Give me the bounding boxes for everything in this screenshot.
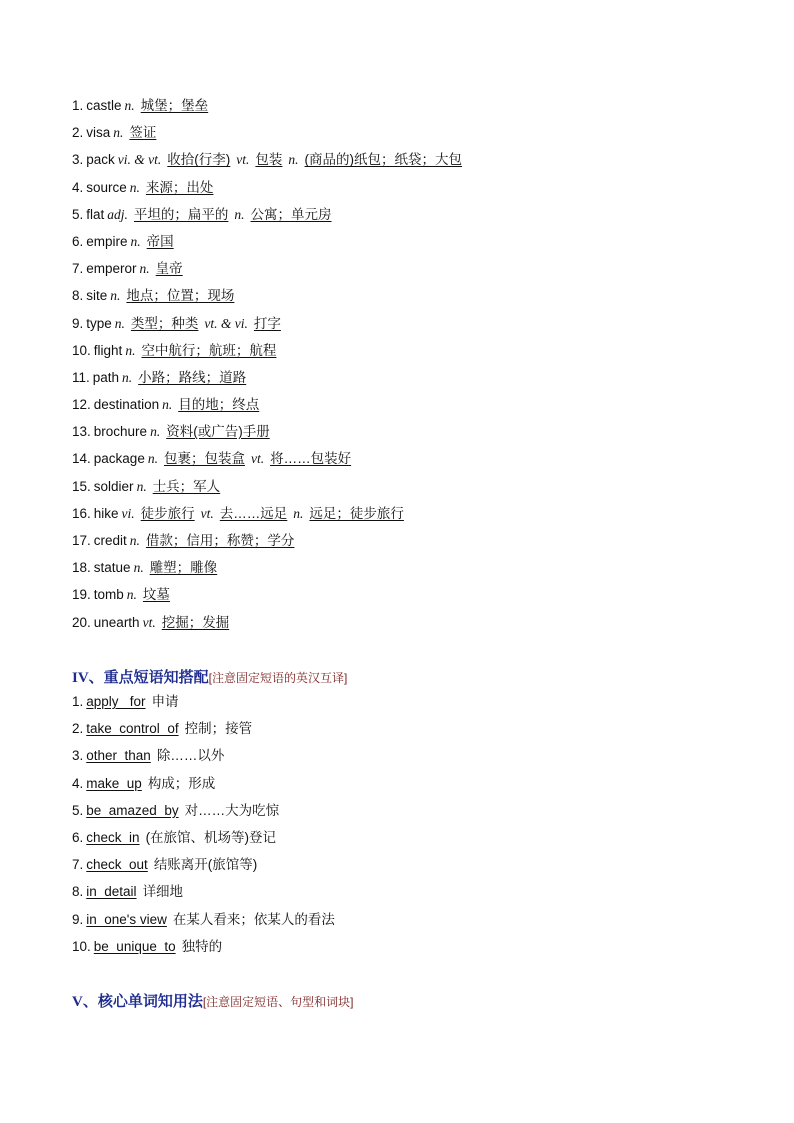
vocab-meaning: 士兵；军人 (152, 478, 221, 494)
item-number: 10. (72, 342, 91, 358)
vocab-meaning: 签证 (129, 125, 157, 141)
phrase-text: take_control_of (86, 721, 179, 737)
phrase-meaning: 独特的 (181, 938, 223, 954)
part-of-speech: n. (288, 152, 299, 168)
part-of-speech: n. (113, 125, 124, 141)
vocab-item (72, 391, 772, 418)
vocab-word: brochure (93, 424, 148, 440)
part-of-speech: vt. (236, 152, 250, 168)
item-number: 3. (72, 748, 84, 764)
section-heading-phrases (72, 666, 347, 687)
phrase-item (72, 797, 335, 824)
item-number: 2. (72, 125, 84, 141)
part-of-speech: vt. (250, 451, 265, 467)
item-number: 3. (72, 152, 84, 168)
item-number: 13. (72, 424, 91, 440)
part-of-speech: vt. (142, 614, 156, 630)
vocab-meaning: 包装 (255, 152, 283, 168)
part-of-speech: n. (130, 233, 141, 249)
vocab-item (72, 310, 772, 337)
part-of-speech: n. (162, 397, 173, 413)
vocab-item (72, 119, 772, 146)
vocab-word: visa (86, 125, 111, 141)
item-number: 1. (72, 98, 84, 113)
item-number: 5. (72, 802, 84, 818)
part-of-speech: n. (129, 179, 140, 195)
vocab-word: tomb (93, 587, 124, 603)
item-number: 4. (72, 775, 84, 791)
part-of-speech: n. (147, 451, 158, 467)
vocab-word: pack (86, 152, 115, 168)
part-of-speech: n. (133, 560, 144, 576)
vocab-meaning: 远足；徒步旅行 (309, 505, 404, 521)
part-of-speech: vt. (200, 505, 214, 521)
vocab-meaning: 包裹；包装盒 (163, 451, 245, 467)
vocab-meaning: 公寓；单元房 (250, 206, 332, 222)
phrase-meaning: (在旅馆、机场等)登记 (145, 829, 277, 845)
phrase-meaning: 除……以外 (156, 748, 225, 764)
vocab-item (72, 146, 772, 173)
vocab-word: empire (86, 233, 128, 249)
vocab-meaning: 打字 (253, 315, 281, 331)
section-title: IV、重点短语知搭配 (72, 670, 209, 686)
vocab-meaning: 皇帝 (155, 261, 183, 277)
vocab-item (72, 228, 772, 255)
part-of-speech: n. (122, 369, 133, 385)
part-of-speech: n. (234, 206, 245, 222)
vocab-item (72, 609, 772, 636)
phrase-text: be_amazed_by (86, 802, 179, 818)
vocab-meaning: 收拾(行李) (167, 152, 231, 168)
vocab-item (72, 92, 772, 119)
phrase-text: in_detail (86, 884, 137, 900)
item-number: 8. (72, 884, 84, 900)
item-number: 4. (72, 179, 84, 195)
item-number: 12. (72, 397, 91, 413)
part-of-speech: n. (110, 288, 121, 304)
vocab-word: package (93, 451, 145, 467)
vocab-item (72, 500, 772, 527)
item-number: 7. (72, 857, 84, 873)
item-number: 17. (72, 533, 91, 548)
vocab-meaning: 徒步旅行 (140, 505, 195, 521)
vocab-meaning: 目的地；终点 (178, 397, 260, 413)
vocab-meaning: 平坦的；扁平的 (133, 206, 229, 222)
item-number: 6. (72, 829, 84, 845)
part-of-speech: vi. (121, 505, 135, 521)
phrase-text: make_up (86, 775, 142, 791)
item-number: 18. (72, 560, 91, 576)
vocab-meaning: 去……远足 (219, 505, 288, 521)
phrase-item (72, 688, 335, 715)
vocab-item (72, 337, 772, 364)
vocab-item (72, 473, 772, 500)
phrase-text: apply_ for (86, 694, 146, 709)
section-note: [注意固定短语、句型和词块] (202, 995, 354, 1009)
part-of-speech: n. (124, 98, 135, 113)
vocab-word: flat (86, 206, 105, 222)
part-of-speech: n. (293, 505, 304, 521)
section-heading-usage (72, 990, 354, 1011)
vocab-meaning: 坟墓 (142, 587, 170, 603)
vocab-word: type (86, 315, 112, 331)
phrase-item (72, 770, 335, 797)
phrase-item (72, 715, 335, 742)
phrase-text: other_than (86, 748, 151, 764)
vocab-word: flight (93, 342, 123, 358)
part-of-speech: adj. (107, 206, 128, 222)
item-number: 7. (72, 261, 84, 277)
item-number: 2. (72, 721, 84, 737)
vocab-meaning: 资料(或广告)手册 (166, 424, 270, 440)
vocab-item (72, 554, 772, 581)
item-number: 9. (72, 911, 84, 927)
item-number: 19. (72, 587, 91, 603)
phrase-meaning: 在某人看来；依某人的看法 (172, 911, 335, 927)
vocabulary-list (72, 92, 772, 636)
vocab-word: soldier (93, 478, 134, 494)
item-number: 1. (72, 694, 84, 709)
vocab-meaning: 来源；出处 (145, 179, 214, 195)
phrase-text: check_in (86, 829, 140, 845)
vocab-meaning: 将……包装好 (270, 451, 352, 467)
phrase-meaning: 控制；接管 (184, 721, 253, 737)
vocab-meaning: 类型；种类 (130, 315, 199, 331)
section-title: V、核心单词知用法 (72, 994, 203, 1010)
phrase-meaning: 结账离开(旅馆等) (153, 857, 258, 873)
vocab-item (72, 581, 772, 608)
vocab-meaning: (商品的)纸包；纸袋；大包 (304, 152, 463, 168)
item-number: 20. (72, 614, 91, 630)
vocab-item (72, 282, 772, 309)
vocab-word: castle (86, 98, 122, 113)
item-number: 10. (72, 938, 91, 954)
part-of-speech: n. (129, 533, 140, 548)
item-number: 9. (72, 315, 84, 331)
part-of-speech: n. (139, 261, 150, 277)
phrase-list (72, 688, 335, 960)
vocab-item (72, 364, 772, 391)
vocab-item (72, 527, 772, 554)
item-number: 8. (72, 288, 84, 304)
vocab-word: emperor (86, 261, 137, 277)
vocab-word: path (92, 369, 120, 385)
section-note: [注意固定短语的英汉互译] (208, 671, 348, 685)
vocab-word: unearth (93, 614, 140, 630)
vocab-word: source (86, 179, 127, 195)
item-number: 6. (72, 233, 84, 249)
vocab-word: hike (93, 505, 119, 521)
part-of-speech: n. (126, 587, 137, 603)
part-of-speech: n. (150, 424, 161, 440)
vocab-item (72, 445, 772, 472)
part-of-speech: n. (125, 342, 136, 358)
phrase-meaning: 构成；形成 (147, 775, 216, 791)
phrase-text: check_out (86, 857, 148, 873)
phrase-meaning: 详细地 (142, 884, 184, 900)
phrase-text: be_unique_to (93, 938, 176, 954)
vocab-meaning: 地点；位置；现场 (126, 288, 235, 304)
vocab-item (72, 201, 772, 228)
part-of-speech: n. (114, 315, 125, 331)
phrase-meaning: 对……大为吃惊 (184, 802, 280, 818)
phrase-item (72, 878, 335, 905)
part-of-speech: vt. & vi. (204, 315, 248, 331)
item-number: 14. (72, 451, 91, 467)
phrase-item (72, 906, 335, 933)
item-number: 11. (72, 369, 90, 385)
vocab-meaning: 城堡；堡垒 (140, 98, 209, 113)
item-number: 15. (72, 478, 91, 494)
vocab-meaning: 空中航行；航班；航程 (141, 342, 277, 358)
vocab-word: credit (93, 533, 127, 548)
vocab-word: site (86, 288, 108, 304)
part-of-speech: n. (136, 478, 147, 494)
item-number: 16. (72, 505, 91, 521)
part-of-speech: vi. & vt. (117, 152, 162, 168)
vocab-item (72, 174, 772, 201)
phrase-meaning: 申请 (151, 694, 179, 709)
phrase-text: in_one's view (86, 911, 167, 927)
vocab-meaning: 雕塑；雕像 (149, 560, 218, 576)
vocab-word: statue (93, 560, 131, 576)
vocab-word: destination (93, 397, 160, 413)
vocab-item (72, 418, 772, 445)
phrase-item (72, 824, 335, 851)
phrase-item (72, 742, 335, 769)
vocab-meaning: 挖掘；发掘 (161, 614, 230, 630)
phrase-item (72, 851, 335, 878)
vocab-item (72, 255, 772, 282)
vocab-meaning: 借款；信用；称赞；学分 (145, 533, 295, 548)
phrase-item (72, 933, 335, 960)
vocab-meaning: 小路；路线；道路 (138, 369, 247, 385)
vocab-meaning: 帝国 (146, 233, 174, 249)
item-number: 5. (72, 206, 84, 222)
